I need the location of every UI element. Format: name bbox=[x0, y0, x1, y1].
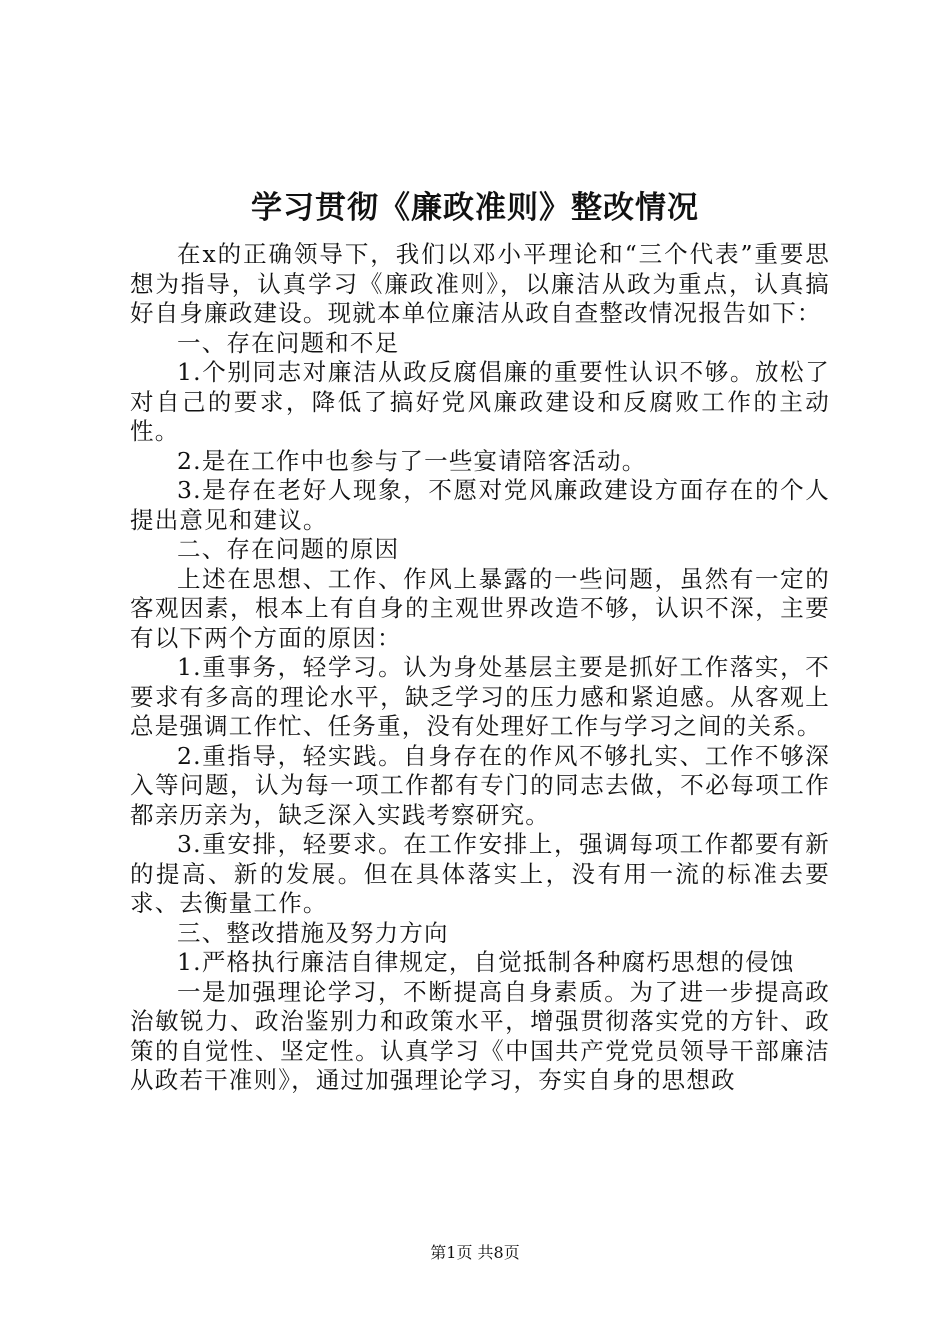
section-heading-problems: 一、存在问题和不足 bbox=[177, 328, 400, 357]
document-title: 学习贯彻《廉政准则》整改情况 bbox=[251, 190, 699, 226]
paragraph-intro: 在x的正确领导下，我们以邓小平理论和“三个代表”重要思想为指导，认真学习《廉政准则》，以廉洁从政为重点，认真搞好自身廉政建设。现就本单位廉洁从政自查整改情况报告如下： bbox=[130, 240, 830, 327]
paragraph-cause-2: 2.重指导，轻实践。自身存在的作风不够扎实、工作不够深入等问题，认为每一项工作都有专门的同志去做，不必每项工作都亲历亲为，缺乏深入实践考察研究。 bbox=[130, 741, 830, 829]
paragraph-problem-1: 1.个别同志对廉洁从政反腐倡廉的重要性认识不够。放松了对自己的要求，降低了搞好党风廉政建设和反腐败工作的主动性。 bbox=[130, 358, 830, 445]
paragraph-problem-3: 3.是存在老好人现象，不愿对党风廉政建设方面存在的个人提出意见和建议。 bbox=[130, 476, 830, 534]
section-heading-measures: 三、整改措施及努力方向 bbox=[177, 918, 449, 947]
paragraph-cause-1: 1.重事务，轻学习。认为身处基层主要是抓好工作落实，不要求有多高的理论水平，缺乏学习的压力感和紧迫感。从客观上总是强调工作忙、任务重，没有处理好工作与学习之间的关系。 bbox=[130, 653, 830, 740]
page-footer: 第1页 共8页 bbox=[430, 1243, 520, 1262]
paragraph-problem-2: 2.是在工作中也参与了一些宴请陪客活动。 bbox=[177, 446, 647, 475]
paragraph-measure-1-detail: 一是加强理论学习，不断提高自身素质。为了进一步提高政治敏锐力、政治鉴别力和政策水平，增强贯彻落实党的方针、政策的自觉性、坚定性。认真学习《中国共产党党员领导干部廉洁从政若干准则》，通过加强理论学习，夯实自身的思想政 bbox=[130, 977, 830, 1094]
paragraph-measure-1: 1.严格执行廉洁自律规定，自觉抵制各种腐朽思想的侵蚀 bbox=[177, 948, 795, 976]
paragraph-cause-3: 3.重安排，轻要求。在工作安排上，强调每项工作都要有新的提高、新的发展。但在具体落实上，没有用一流的标准去要求、去衡量工作。 bbox=[130, 830, 830, 917]
document-body bbox=[130, 240, 830, 1096]
paragraph-causes-intro: 上述在思想、工作、作风上暴露的一些问题，虽然有一定的客观因素，根本上有自身的主观世界改造不够，认识不深，主要有以下两个方面的原因： bbox=[130, 564, 830, 652]
section-heading-causes: 二、存在问题的原因 bbox=[177, 535, 400, 563]
